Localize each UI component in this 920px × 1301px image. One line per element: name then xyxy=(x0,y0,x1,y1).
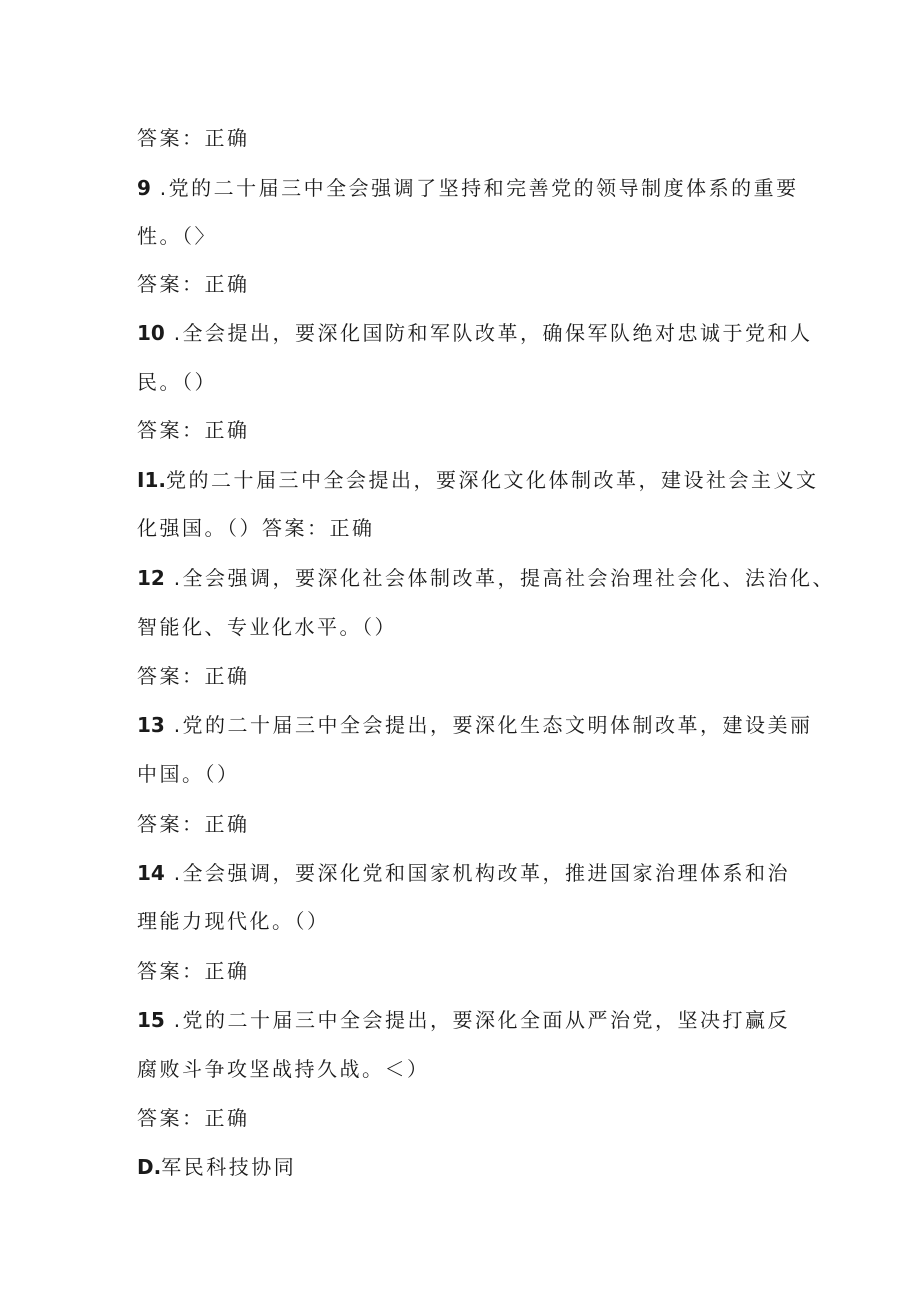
question-11-line-1 xyxy=(137,466,818,494)
question-15-line-1 xyxy=(137,1006,790,1034)
question-text: .党的二十届三中全会强调了坚持和完善党的领导制度体系的重要 xyxy=(150,176,799,200)
question-14-line-1 xyxy=(137,859,790,887)
answer-line xyxy=(137,124,250,152)
question-text: .全会强调，要深化党和国家机构改革，推进国家治理体系和治 xyxy=(164,861,791,885)
question-10-line-1 xyxy=(137,319,813,347)
question-text: 腐败斗争攻坚战持久战。＜） xyxy=(137,1057,430,1081)
answer-text: 答案：正确 xyxy=(137,812,250,836)
question-text: 民。（） xyxy=(137,370,217,394)
question-11-line-2 xyxy=(137,514,375,542)
answer-line xyxy=(137,416,250,444)
question-number: 9 xyxy=(137,176,151,200)
question-number: 14 xyxy=(137,861,165,885)
question-13-line-1 xyxy=(137,711,813,739)
question-number: 15 xyxy=(137,1008,165,1032)
question-9-line-1 xyxy=(137,174,799,202)
question-12-line-2 xyxy=(137,613,397,641)
answer-line xyxy=(137,810,250,838)
question-number: I1. xyxy=(137,468,166,492)
question-text: .全会提出，要深化国防和军队改革，确保军队绝对忠诚于党和人 xyxy=(164,321,813,345)
question-number: 13 xyxy=(137,713,165,737)
question-13-line-2 xyxy=(137,760,240,788)
answer-text: 答案：正确 xyxy=(137,272,250,296)
question-12-line-1 xyxy=(137,564,835,592)
question-text: 理能力现代化。（） xyxy=(137,909,330,933)
answer-text: 答案：正确 xyxy=(137,1106,250,1130)
question-text: 中国。（） xyxy=(137,762,240,786)
answer-line xyxy=(137,662,250,690)
option-letter: D. xyxy=(137,1155,162,1179)
question-10-line-2 xyxy=(137,368,217,396)
answer-line xyxy=(137,270,250,298)
question-text: 化强国。（）答案：正确 xyxy=(137,516,375,540)
question-text: .党的二十届三中全会提出，要深化生态文明体制改革，建设美丽 xyxy=(164,713,813,737)
answer-text: 答案：正确 xyxy=(137,418,250,442)
answer-line xyxy=(137,957,250,985)
question-text: 智能化、专业化水平。（） xyxy=(137,615,397,639)
answer-text: 答案：正确 xyxy=(137,664,250,688)
question-text: .党的二十届三中全会提出，要深化全面从严治党，坚决打赢反 xyxy=(164,1008,791,1032)
question-text: 性。（〉 xyxy=(137,224,217,248)
question-text: .全会强调，要深化社会体制改革，提高社会治理社会化、法治化、 xyxy=(164,566,836,590)
question-15-line-2 xyxy=(137,1055,430,1083)
question-14-line-2 xyxy=(137,907,330,935)
question-number: 12 xyxy=(137,566,165,590)
question-9-line-2 xyxy=(137,222,217,250)
answer-line xyxy=(137,1104,250,1132)
answer-text: 答案：正确 xyxy=(137,126,250,150)
question-number: 10 xyxy=(137,321,165,345)
option-text: 军民科技协同 xyxy=(161,1155,297,1179)
answer-text: 答案：正确 xyxy=(137,959,250,983)
option-d-line xyxy=(137,1153,296,1181)
question-text: 党的二十届三中全会提出，要深化文化体制改革，建设社会主义文 xyxy=(165,468,819,492)
